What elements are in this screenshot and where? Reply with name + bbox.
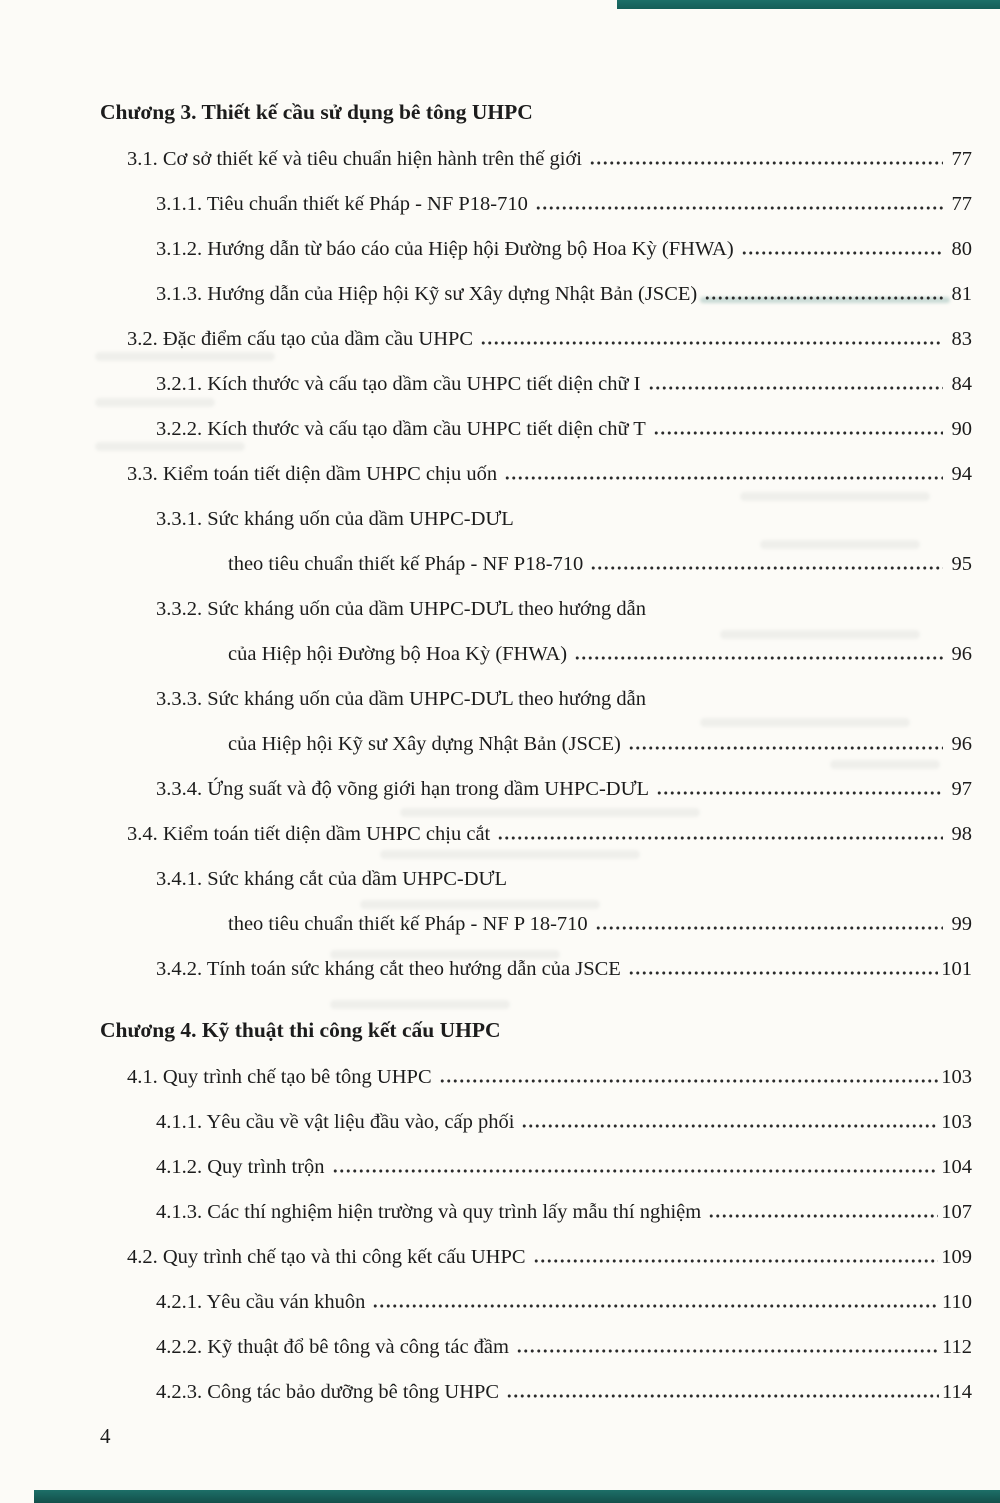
dot-leader	[533, 1259, 939, 1263]
toc-page-number: 101	[941, 958, 972, 980]
dot-leader	[535, 206, 943, 210]
dot-leader	[506, 1394, 939, 1398]
toc-entry-text: của Hiệp hội Đường bộ Hoa Kỳ (FHWA)	[228, 643, 568, 665]
toc-entry-line	[100, 947, 972, 992]
toc-entry-line	[100, 632, 972, 677]
toc-entry-text: 4.2. Quy trình chế tạo và thi công kết cấu UHPC	[127, 1246, 526, 1268]
dot-leader	[741, 251, 943, 255]
toc-page-number: 114	[942, 1381, 972, 1403]
dot-leader	[628, 971, 938, 975]
toc-entry-line	[100, 857, 972, 902]
toc-entry-text: 3.3.3. Sức kháng uốn của dầm UHPC-DƯL theo hướng dẫn	[156, 688, 647, 710]
toc-page-number: 109	[941, 1246, 972, 1268]
toc-entry-line	[100, 1100, 972, 1145]
dot-leader	[648, 386, 943, 390]
toc-entry-text: 4.2.2. Kỹ thuật đổ bê tông và công tác đầm	[156, 1336, 509, 1358]
toc-page-number: 104	[941, 1156, 972, 1178]
toc-entry-text: 3.4.2. Tính toán sức kháng cắt theo hướng dẫn của JSCE	[156, 958, 621, 980]
dot-leader	[595, 926, 943, 930]
toc-entry-line	[100, 272, 972, 317]
chapter-heading: Chương 3. Thiết kế cầu sử dụng bê tông UHPC	[100, 100, 533, 124]
dot-leader	[332, 1169, 939, 1173]
toc-entry-line	[100, 317, 972, 362]
toc-entry-text: 4.1. Quy trình chế tạo bê tông UHPC	[127, 1066, 432, 1088]
toc-entry-text: 4.1.1. Yêu cầu về vật liệu đầu vào, cấp phối	[156, 1111, 515, 1133]
toc-page-number: 80	[951, 238, 972, 260]
toc-entry-line	[100, 902, 972, 947]
toc-entry-line	[100, 542, 972, 587]
toc-entry-text: của Hiệp hội Kỹ sư Xây dựng Nhật Bản (JSCE)	[228, 733, 621, 755]
toc-page-number: 83	[951, 328, 972, 350]
dot-leader	[574, 656, 943, 660]
toc-entry-text: 4.1.2. Quy trình trộn	[156, 1156, 325, 1178]
toc	[100, 90, 972, 1415]
page-edge-bar-top	[617, 0, 1000, 9]
toc-entry-line	[100, 1370, 972, 1415]
toc-page-number: 98	[951, 823, 972, 845]
toc-entry-line	[100, 1280, 972, 1325]
toc-entry-line	[100, 1190, 972, 1235]
toc-page-number: 84	[951, 373, 972, 395]
toc-entry-text: 3.2. Đặc điểm cấu tạo của dầm cầu UHPC	[127, 328, 474, 350]
dot-leader	[656, 791, 943, 795]
page-footer-number: 4	[100, 1424, 111, 1448]
dot-leader	[480, 341, 943, 345]
toc-entry-text: 3.2.1. Kích thước và cấu tạo dầm cầu UHPC tiết diện chữ I	[156, 373, 641, 395]
toc-entry-text: theo tiêu chuẩn thiết kế Pháp - NF P18-710	[228, 553, 584, 575]
toc-entry-line	[100, 452, 972, 497]
toc-entry-text: theo tiêu chuẩn thiết kế Pháp - NF P 18-710	[228, 913, 588, 935]
toc-page-number: 77	[951, 148, 972, 170]
toc-entry-line	[100, 1325, 972, 1370]
toc-entry-text: 4.2.1. Yêu cầu ván khuôn	[156, 1291, 366, 1313]
dot-leader	[590, 566, 943, 570]
toc-page-number: 96	[951, 643, 972, 665]
toc-page-number: 96	[951, 733, 972, 755]
toc-page-number: 94	[951, 463, 972, 485]
toc-entry-text: 4.1.3. Các thí nghiệm hiện trường và quy trình lấy mẫu thí nghiệm	[156, 1201, 702, 1223]
toc-entry-line	[100, 137, 972, 182]
toc-entry-line	[100, 407, 972, 452]
dot-leader	[628, 746, 943, 750]
dot-leader	[372, 1304, 939, 1308]
toc-entry-text: 4.2.3. Công tác bảo dưỡng bê tông UHPC	[156, 1381, 500, 1403]
toc-page-number: 97	[951, 778, 972, 800]
toc-page-number: 81	[951, 283, 972, 305]
toc-page-number: 103	[941, 1111, 972, 1133]
toc-entry-line	[100, 182, 972, 227]
toc-entry-text: 3.3. Kiểm toán tiết diện dầm UHPC chịu uốn	[127, 463, 498, 485]
toc-entry-line	[100, 587, 972, 632]
toc-page-number: 107	[941, 1201, 972, 1223]
dot-leader	[516, 1349, 939, 1353]
toc-entry-text: 3.1.3. Hướng dẫn của Hiệp hội Kỹ sư Xây dựng Nhật Bản (JSCE)	[156, 283, 698, 305]
toc-entry-text: 3.4. Kiểm toán tiết diện dầm UHPC chịu cắt	[127, 823, 491, 845]
toc-entry-line	[100, 722, 972, 767]
toc-page-number: 99	[951, 913, 972, 935]
toc-page-number: 103	[941, 1066, 972, 1088]
toc-page-number: 90	[951, 418, 972, 440]
dot-leader	[439, 1079, 939, 1083]
dot-leader	[497, 836, 943, 840]
toc-entry-text: 3.2.2. Kích thước và cấu tạo dầm cầu UHPC tiết diện chữ T	[156, 418, 646, 440]
toc-entry-line	[100, 1055, 972, 1100]
dot-leader	[589, 161, 943, 165]
toc-entry-text: 3.4.1. Sức kháng cắt của dầm UHPC-DƯL	[156, 868, 507, 890]
dot-leader	[653, 431, 943, 435]
toc-entry-text: 3.3.4. Ứng suất và độ võng giới hạn trong dầm UHPC-DƯL	[156, 778, 650, 800]
toc-page-number: 95	[951, 553, 972, 575]
toc-entry-text: 3.1.2. Hướng dẫn từ báo cáo của Hiệp hội Đường bộ Hoa Kỳ (FHWA)	[156, 238, 734, 260]
toc-entry-line	[100, 767, 972, 812]
dot-leader	[704, 296, 943, 300]
toc-page-number: 112	[942, 1336, 972, 1358]
toc-entry-line	[100, 812, 972, 857]
toc-entry-text: 3.1.1. Tiêu chuẩn thiết kế Pháp - NF P18-710	[156, 193, 528, 215]
page-edge-bar-bottom	[34, 1490, 1000, 1503]
dot-leader	[521, 1124, 938, 1128]
toc-entry-line	[100, 1235, 972, 1280]
dot-leader	[708, 1214, 938, 1218]
toc-entry-line	[100, 362, 972, 407]
toc-page-number: 110	[942, 1291, 972, 1313]
toc-entry-text: 3.1. Cơ sở thiết kế và tiêu chuẩn hiện hành trên thế giới	[127, 148, 582, 170]
toc-entry-line	[100, 227, 972, 272]
dot-leader	[504, 476, 943, 480]
toc-entry-line	[100, 497, 972, 542]
toc-entry-line	[100, 1145, 972, 1190]
chapter-heading: Chương 4. Kỹ thuật thi công kết cấu UHPC	[100, 1018, 501, 1042]
toc-entry-line	[100, 677, 972, 722]
toc-page-number: 77	[951, 193, 972, 215]
toc-entry-text: 3.3.1. Sức kháng uốn của dầm UHPC-DƯL	[156, 508, 514, 530]
toc-entry-text: 3.3.2. Sức kháng uốn của dầm UHPC-DƯL theo hướng dẫn	[156, 598, 647, 620]
